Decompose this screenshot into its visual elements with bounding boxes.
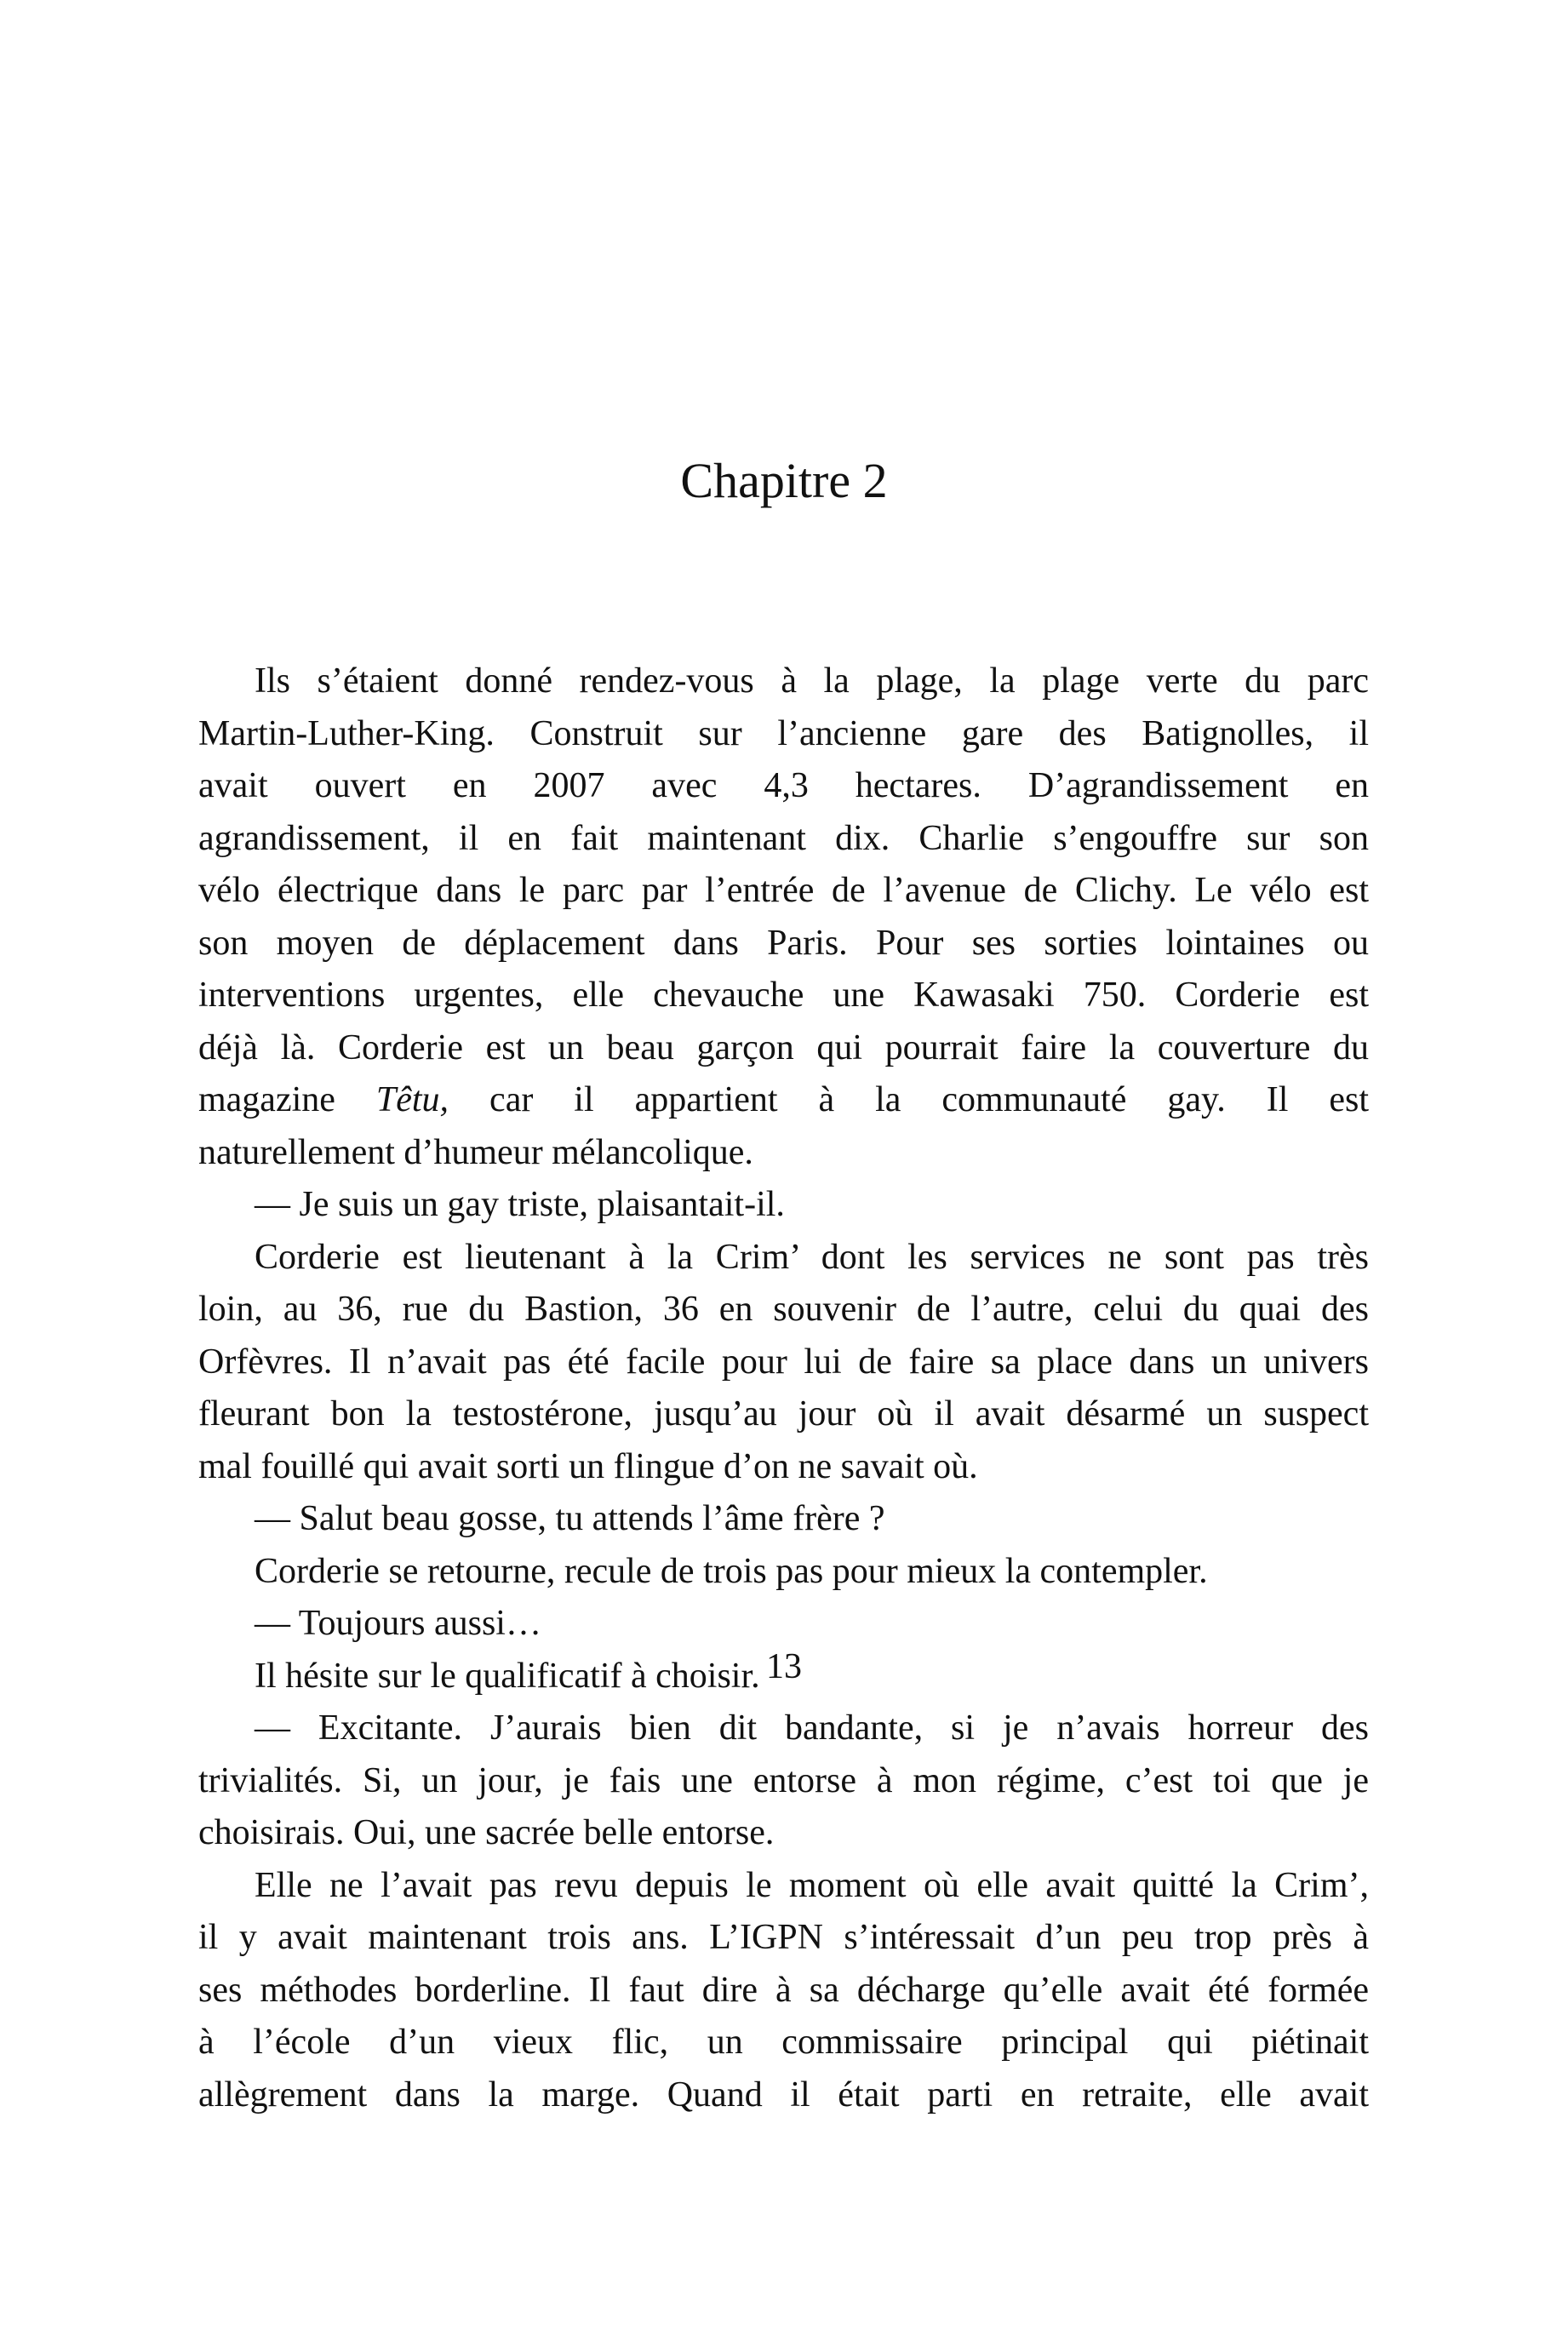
text-line: avait ouvert en 2007 avec 4,3 hectares. D’agrandissement en bbox=[198, 766, 1369, 805]
text-line: allègrement dans la marge. Quand il était parti en retraite, elle avait bbox=[198, 2074, 1369, 2115]
text-line: fleurant bon la testostérone, jusqu’au jour où il avait désarmé un suspect bbox=[198, 1394, 1369, 1434]
text-line: son moyen de déplacement dans Paris. Pour ses sorties lointaines ou bbox=[198, 923, 1369, 963]
dialogue-line: — Salut beau gosse, tu attends l’âme frère ? bbox=[255, 1499, 885, 1538]
text-segment: magazine bbox=[198, 1080, 335, 1119]
page-number: 13 bbox=[766, 1647, 802, 1686]
text-line: mal fouillé qui avait sorti un flingue d’on ne savait où. bbox=[198, 1446, 978, 1486]
text-line: ses méthodes borderline. Il faut dire à sa décharge qu’elle avait été formée bbox=[198, 1970, 1369, 2010]
chapter-body bbox=[198, 655, 1369, 2121]
text-line: à l’école d’un vieux flic, un commissaire principal qui piétinait bbox=[198, 2023, 1369, 2062]
dialogue-line: — Toujours aussi… bbox=[255, 1604, 541, 1643]
text-line: Orfèvres. Il n’avait pas été facile pour lui de faire sa place dans un univers bbox=[198, 1342, 1369, 1382]
dialogue-line: — Excitante. J’aurais bien dit bandante, si je n’avais horreur des bbox=[255, 1708, 1369, 1748]
text-segment: car il appartient à la communauté gay. Il est bbox=[489, 1080, 1370, 1119]
text-line: trivialités. Si, un jour, je fais une entorse à mon régime, c’est toi que je bbox=[198, 1760, 1369, 1800]
text-line: il y avait maintenant trois ans. L’IGPN s’intéressait d’un peu trop près à bbox=[198, 1918, 1369, 1957]
magazine-title: Têtu, bbox=[375, 1080, 449, 1119]
text-line: interventions urgentes, elle chevauche une Kawasaki 750. Corderie est bbox=[198, 976, 1369, 1015]
text-line: déjà là. Corderie est un beau garçon qui pourrait faire la couverture du bbox=[198, 1027, 1369, 1067]
text-line: agrandissement, il en fait maintenant dix. Charlie s’engouffre sur son bbox=[198, 818, 1369, 858]
text-line: Il hésite sur le qualificatif à choisir. bbox=[255, 1656, 760, 1696]
text-line: Martin-Luther-King. Construit sur l’ancienne gare des Batignolles, il bbox=[198, 713, 1369, 753]
dialogue-line: — Je suis un gay triste, plaisantait-il. bbox=[255, 1185, 785, 1224]
text-line: vélo électrique dans le parc par l’entrée de l’avenue de Clichy. Le vélo est bbox=[198, 871, 1369, 910]
text-line: Corderie est lieutenant à la Crim’ dont les services ne sont pas très bbox=[255, 1237, 1369, 1277]
text-line: Ils s’étaient donné rendez-vous à la plage, la plage verte du parc bbox=[255, 661, 1369, 701]
text-line: Elle ne l’avait pas revu depuis le moment où elle avait quitté la Crim’, bbox=[255, 1865, 1369, 1905]
text-line: naturellement d’humeur mélancolique. bbox=[198, 1132, 753, 1172]
chapter-title: Chapitre 2 bbox=[680, 453, 888, 508]
text-line: loin, au 36, rue du Bastion, 36 en souvenir de l’autre, celui du quai des bbox=[198, 1290, 1369, 1329]
text-line: Corderie se retourne, recule de trois pas pour mieux la contempler. bbox=[255, 1551, 1208, 1591]
text-line-with-italic bbox=[198, 1074, 1369, 1127]
text-line: choisirais. Oui, une sacrée belle entorse. bbox=[198, 1813, 775, 1852]
